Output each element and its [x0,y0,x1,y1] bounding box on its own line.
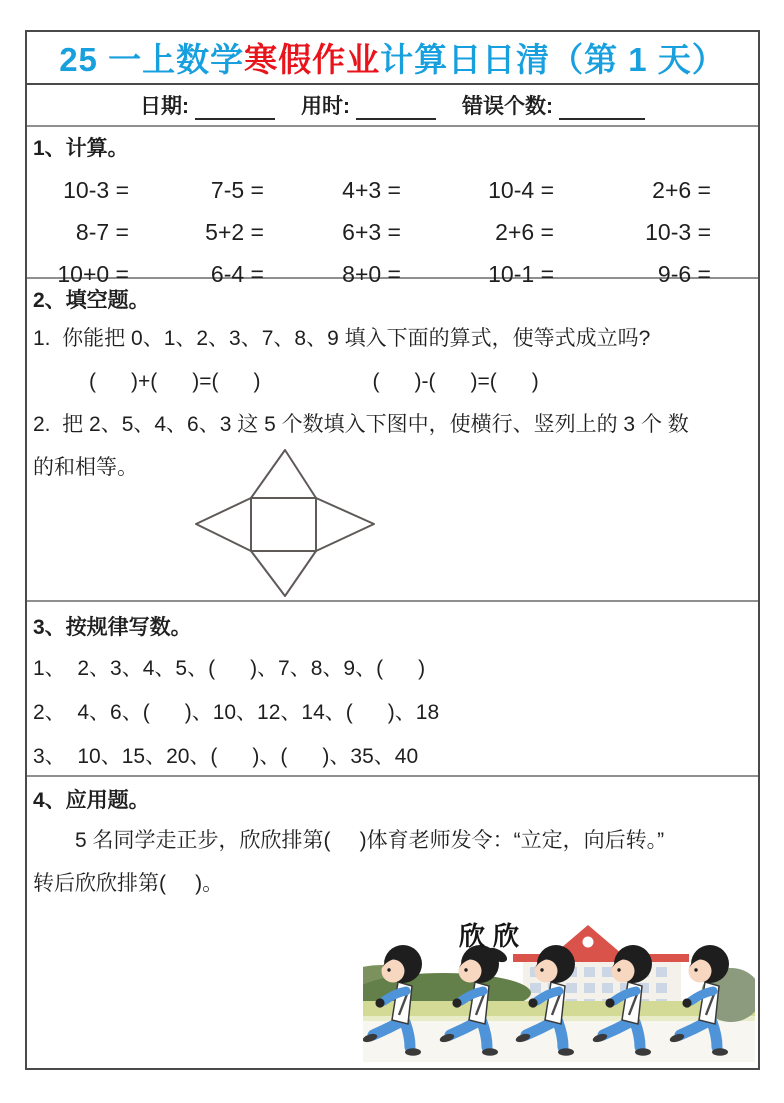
fill-q2-text-line1: 2. 把 2、5、4、6、3 这 5 个数填入下图中，使横行、竖列上的 3 个 数 [33,413,689,436]
calc-problem: 10+0 = [57,260,129,287]
errors-label: 错误个数: [462,95,553,118]
fill-q2-text-line2: 的和相等。 [33,456,138,479]
calc-problems-grid [33,169,754,295]
calc-problem: 10-1 = [488,260,554,287]
section-calculation [27,127,758,287]
pattern-item-2: 2、 4、6、( )、10、12、14、( )、18 [33,701,440,724]
time-field [301,90,436,120]
title-part-blue-1: 25 一上数学 [59,41,245,78]
calc-problem: 8+0 = [342,260,401,287]
fill-q1-equation-sub: ( )-( )=( ) [372,370,539,393]
calc-problem: 8-7 = [75,218,129,245]
marching-students-illustration [363,915,755,1062]
errors-blank-line [559,98,645,120]
section-number-pattern [27,602,758,777]
calc-problem: 7-5 = [210,176,264,203]
pattern-item-3: 3、 10、15、20、( )、( )、35、40 [33,745,419,768]
pyramid-net-diagram [193,447,377,599]
time-label: 用时: [301,95,350,118]
calc-problem: 10-3 = [645,218,711,245]
calc-problem: 5+2 = [205,218,264,245]
errors-field [462,90,645,120]
net-bottom-triangle [251,551,316,596]
info-bar [27,85,758,127]
net-center-square [251,498,316,551]
net-top-triangle [251,450,316,498]
xinxin-label: 欣欣 [459,921,528,951]
calc-problem: 2+6 = [495,218,554,245]
section-fill-heading: 2、填空题。 [33,289,150,312]
title-part-red: 寒假作业 [244,41,381,78]
section-applied-heading: 4、应用题。 [33,789,150,812]
calc-problem: 9-6 = [657,260,711,287]
section-pattern-heading: 3、按规律写数。 [33,616,192,639]
date-label: 日期: [140,95,189,118]
net-right-triangle [316,498,374,551]
date-field [140,90,275,120]
calc-problem: 6+3 = [342,218,401,245]
time-blank-line [356,98,436,120]
fill-q1-equations [33,360,754,403]
fill-q1-equation-add: ( )+( )=( ) [89,370,261,393]
calc-problem: 10-4 = [488,176,554,203]
fill-q1-text: 1. 你能把 0、1、2、3、7、8、9 填入下面的算式，使等式成立吗? [33,327,651,350]
pattern-item-1: 1、 2、3、4、5、( )、7、8、9、( ) [33,657,426,680]
section-calculation-heading: 1、计算。 [33,137,129,160]
applied-line2: 转后欣欣排第( )。 [33,872,224,895]
section-word-problem [27,777,758,1068]
worksheet-page [25,30,760,1070]
calc-problem: 6-4 = [210,260,264,287]
page-title [27,32,758,85]
date-blank-line [195,98,275,120]
net-left-triangle [196,498,251,551]
section-fill-blanks [27,279,758,602]
applied-line1: 5 名同学走正步，欣欣排第( )体育老师发令：“立定，向后转。” [75,829,665,852]
calc-problem: 4+3 = [342,176,401,203]
calc-problem: 10-3 = [63,176,129,203]
title-part-blue-2: 计算日日清（第 1 天） [380,41,726,78]
calc-problem: 2+6 = [652,176,711,203]
